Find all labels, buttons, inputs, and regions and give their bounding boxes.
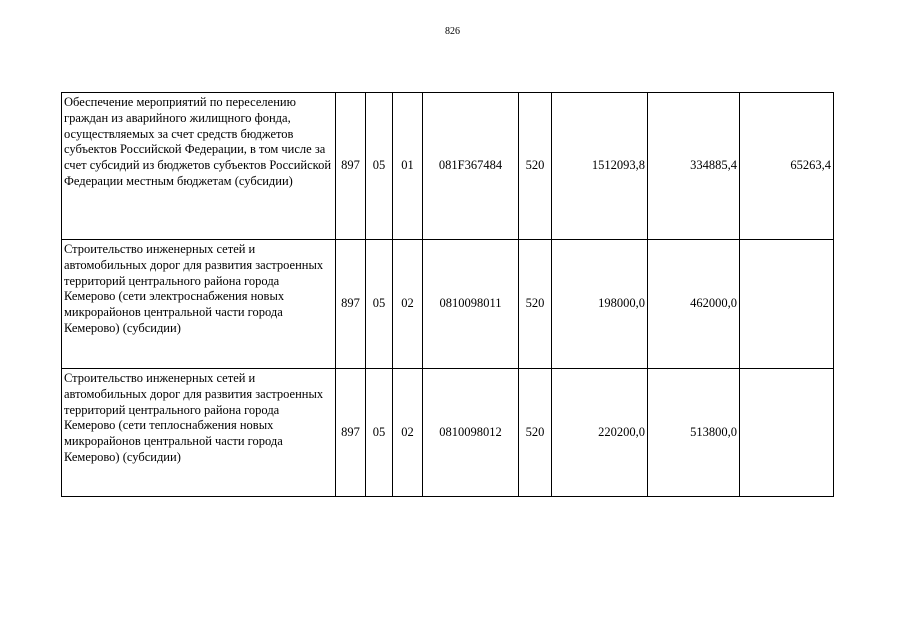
table-row: [62, 93, 834, 240]
amount-year-3: [740, 369, 834, 497]
row-description: Строительство инженерных сетей и автомобильных дорог для развития застроенных территорий центрального района города Кемерово (сети теплоснабжения новых микрорайонов центральной части города Кемерово) (субсидии): [62, 369, 336, 497]
amount-year-2: 334885,4: [648, 93, 740, 240]
amount-year-2: 513800,0: [648, 369, 740, 497]
amount-year-1: 1512093,8: [552, 93, 648, 240]
amount-year-2: 462000,0: [648, 240, 740, 369]
amount-year-3: 65263,4: [740, 93, 834, 240]
expense-type-code: 520: [519, 240, 552, 369]
ministry-code: 897: [336, 369, 366, 497]
target-article-code: 0810098011: [423, 240, 519, 369]
ministry-code: 897: [336, 240, 366, 369]
expense-type-code: 520: [519, 369, 552, 497]
amount-year-1: 198000,0: [552, 240, 648, 369]
table-row: [62, 369, 834, 497]
subsection-code: 02: [393, 369, 423, 497]
amount-year-1: 220200,0: [552, 369, 648, 497]
page-number: 826: [445, 26, 460, 37]
ministry-code: 897: [336, 93, 366, 240]
target-article-code: 081F367484: [423, 93, 519, 240]
table-row: [62, 240, 834, 369]
row-description: Обеспечение мероприятий по переселению граждан из аварийного жилищного фонда, осуществляемых за счет средств бюджетов субъектов Российской Федерации, в том числе за счет субсидий из бюджетов субъектов Российской Федерации местным бюджетам (субсидии): [62, 93, 336, 240]
subsection-code: 02: [393, 240, 423, 369]
row-description: Строительство инженерных сетей и автомобильных дорог для развития застроенных территорий центрального района города Кемерово (сети электроснабжения новых микрорайонов центральной части города Кемерово) (субсидии): [62, 240, 336, 369]
amount-year-3: [740, 240, 834, 369]
budget-table: [61, 92, 834, 497]
section-code: 05: [366, 240, 393, 369]
subsection-code: 01: [393, 93, 423, 240]
section-code: 05: [366, 93, 393, 240]
target-article-code: 0810098012: [423, 369, 519, 497]
section-code: 05: [366, 369, 393, 497]
expense-type-code: 520: [519, 93, 552, 240]
